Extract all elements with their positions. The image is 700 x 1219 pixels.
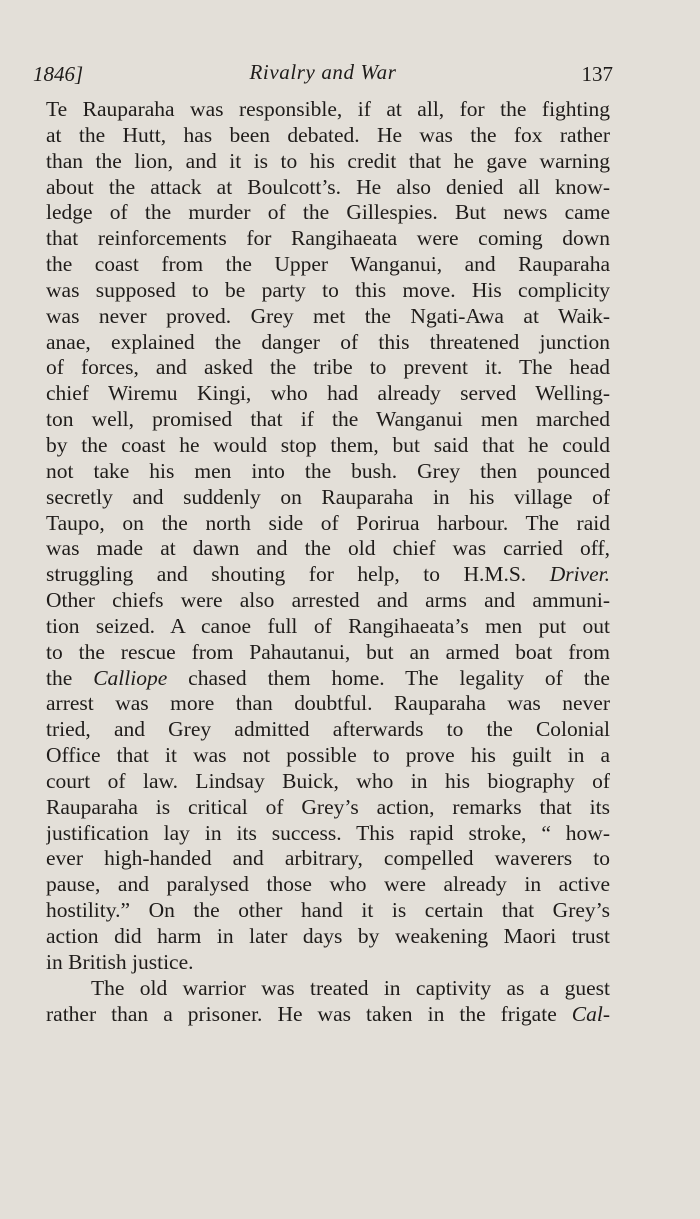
- text-line: pause, and paralysed those who were already in active: [46, 872, 610, 897]
- text-line: chief Wiremu Kingi, who had already served Welling-: [46, 381, 610, 406]
- text-line: [46, 666, 610, 692]
- text-line: Te Rauparaha was responsible, if at all, for the fighting: [46, 97, 610, 121]
- text-segment: the: [46, 665, 94, 690]
- text-line: tried, and Grey admitted afterwards to the Colonial: [46, 717, 610, 742]
- text-line: hostility.” On the other hand it is certain that Grey’s: [46, 898, 610, 923]
- ship-name-cal: Cal-: [571, 1001, 610, 1026]
- text-line: of forces, and asked the tribe to prevent it. The head: [46, 355, 610, 380]
- text-segment: struggling and shouting for help, to H.M.S.: [46, 562, 550, 587]
- text-line: to the rescue from Pahautanui, but an armed boat from: [46, 639, 610, 664]
- ship-name-calliope: Calliope: [93, 665, 168, 690]
- text-line: [46, 562, 610, 588]
- text-line: in British justice.: [46, 949, 194, 974]
- text-line: court of law. Lindsay Buick, who in his biography of: [46, 768, 610, 793]
- text-segment: rather than a prisoner. He was taken in the frigate: [46, 1001, 572, 1026]
- text-line: justification lay in its success. This rapid stroke, “ how-: [46, 820, 610, 845]
- body-text: [46, 97, 610, 1027]
- text-line: anae, explained the danger of this threatened junction: [46, 329, 610, 354]
- text-line: was supposed to be party to this move. His complicity: [46, 277, 610, 302]
- page-number: 137: [581, 62, 613, 86]
- text-line: tion seized. A canoe full of Rangihaeata’s men put out: [46, 613, 610, 638]
- text-line: was never proved. Grey met the Ngati-Awa at Waik-: [46, 303, 610, 328]
- text-line: at the Hutt, has been debated. He was the fox rather: [46, 122, 610, 147]
- text-line: by the coast he would stop them, but said that he could: [46, 432, 610, 457]
- text-line: Taupo, on the north side of Porirua harbour. The raid: [46, 510, 610, 535]
- text-line: The old warrior was treated in captivity as a guest: [91, 975, 610, 1000]
- text-line: Other chiefs were also arrested and arms and ammuni-: [46, 588, 610, 613]
- text-line: that reinforcements for Rangihaeata were coming down: [46, 226, 610, 251]
- text-line: not take his men into the bush. Grey then pounced: [46, 458, 610, 483]
- header-title: Rivalry and War: [249, 60, 397, 84]
- text-line: arrest was more than doubtful. Rauparaha was never: [46, 691, 610, 716]
- text-line: Rauparaha is critical of Grey’s action, remarks that its: [46, 794, 610, 819]
- header-year: 1846]: [33, 62, 84, 86]
- text-line: secretly and suddenly on Rauparaha in his village of: [46, 484, 610, 509]
- text-line: than the lion, and it is to his credit that he gave warning: [46, 148, 610, 173]
- text-line: [46, 1002, 610, 1028]
- text-line: about the attack at Boulcott’s. He also denied all know-: [46, 174, 610, 199]
- ship-name-driver: Driver.: [549, 562, 610, 587]
- text-line: ledge of the murder of the Gillespies. But news came: [46, 200, 610, 225]
- text-line: ton well, promised that if the Wanganui men marched: [46, 407, 610, 432]
- text-segment: chased them home. The legality of the: [167, 665, 610, 690]
- text-line: the coast from the Upper Wanganui, and Rauparaha: [46, 252, 610, 277]
- text-line: Office that it was not possible to prove his guilt in a: [46, 743, 610, 768]
- running-header: [33, 60, 613, 90]
- text-line: ever high-handed and arbitrary, compelled waverers to: [46, 846, 610, 871]
- text-line: action did harm in later days by weakening Maori trust: [46, 924, 610, 948]
- text-line: was made at dawn and the old chief was carried off,: [46, 536, 610, 561]
